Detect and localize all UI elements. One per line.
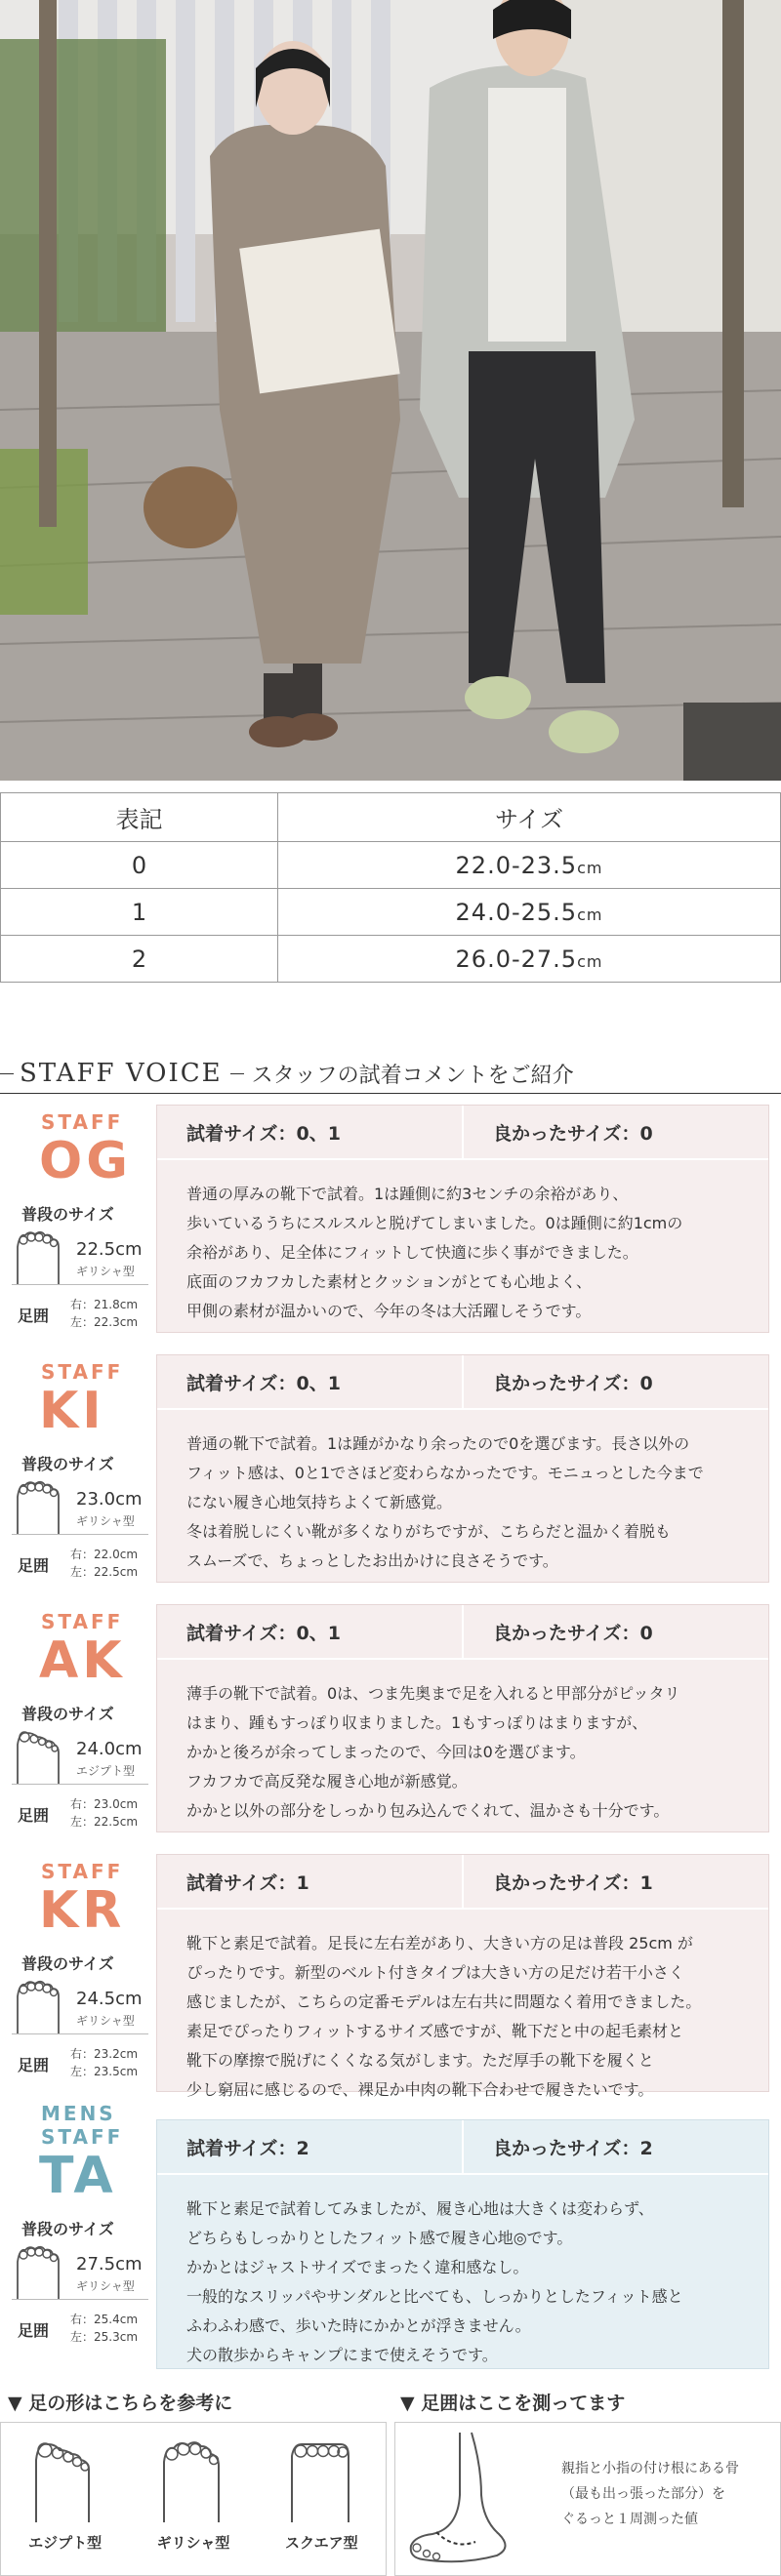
girth-left: 左：25.3cm	[70, 2330, 139, 2344]
measure-description: 親指と小指の付け根にある骨 （最も出っ張った部分）を ぐるっと１周測った値	[561, 2461, 739, 2527]
header-divider	[0, 1093, 781, 1094]
girth-left: 左：22.3cm	[70, 1315, 139, 1329]
measure-panel	[394, 2422, 781, 2576]
comment-box	[156, 1854, 769, 2099]
table-row	[1, 889, 781, 936]
profile-divider	[12, 1284, 148, 1285]
tried-size: 試着サイズ：0、1	[157, 1355, 464, 1408]
usual-size-value: 23.0cm	[76, 1489, 143, 1509]
foot-type: ギリシャ型	[76, 1265, 135, 1278]
table-cell-size	[278, 936, 781, 983]
header-dash	[0, 1073, 14, 1074]
usual-size-value: 24.5cm	[76, 1989, 143, 2009]
table-cell-label: 2	[1, 936, 278, 983]
profile-divider	[12, 2299, 148, 2300]
table-header-size: サイズ	[278, 793, 781, 842]
staff-initials: KR	[39, 1881, 126, 1940]
size-summary-row	[157, 1106, 768, 1160]
staff-comment: 靴下と素足で試着してみましたが、履き心地は大きくは変わらず、 どちらもしっかりとしたフィット感で履き心地◎です。 かかとはジャストサイズでまったく違和感なし。 一般的なスリッパやサンダルと比べても、しっかりとしたフィット感と ふわふわ感で、歩いた時にかかとが浮きません。 犬の散歩からキャンプにまで使えそうです。	[186, 2199, 683, 2364]
foot-type-label: エジプト型	[28, 2534, 103, 2552]
tried-size: 試着サイズ：0、1	[157, 1605, 464, 1658]
girth-right: 右：23.0cm	[70, 1797, 139, 1811]
staff-initials: AK	[39, 1631, 126, 1690]
staff-initials: KI	[39, 1382, 105, 1440]
girth-label: 足囲	[18, 2321, 50, 2340]
greek-foot-icon	[12, 1477, 70, 1536]
staff-profile	[12, 1604, 148, 1829]
greek-foot-icon	[12, 2242, 70, 2301]
staff-label: STAFF	[41, 1360, 124, 1384]
good-size: 良かったサイズ：0	[493, 1372, 653, 1394]
staff-initials: OG	[39, 1132, 132, 1190]
foot-shape-title: ▼ 足の形はこちらを参考に	[8, 2393, 233, 2414]
girth-label: 足囲	[18, 2056, 50, 2074]
foot-type-label: ギリシャ型	[156, 2534, 230, 2552]
staff-profile	[12, 1854, 148, 2078]
tried-size: 試着サイズ：1	[157, 1855, 464, 1908]
girth-right: 右：21.8cm	[70, 1298, 139, 1311]
staff-voice-subtitle: スタッフの試着コメントをご紹介	[251, 1063, 574, 1088]
table-row	[1, 936, 781, 983]
girth-label: 足囲	[18, 1806, 50, 1825]
staff-voice-header	[0, 1052, 781, 1095]
usual-size-label: 普段のサイズ	[21, 1954, 114, 1973]
table-header-row	[1, 793, 781, 842]
foot-shape-panel	[0, 2422, 387, 2576]
square-foot-icon	[282, 2436, 360, 2524]
size-summary-row	[157, 2120, 768, 2175]
girth-left: 左：22.5cm	[70, 1565, 139, 1579]
staff-initials: TA	[39, 2147, 117, 2205]
staff-comment: 靴下と素足で試着。足長に左右差があり、大きい方の足は普段 25cm が ぴったりです。新型のベルト付きタイプは大きい方の足だけ若干小さく 感じましたが、こちらの定番モデルは左右共に問題なく着用できました。 素足でぴったりフィットするサイズ感ですが、靴下だと中の起毛素材と 靴下の摩擦で脱げにくくなる気がします。ただ厚手の靴下を履くと 少し窮屈に感じるので、裸足か中肉の靴下合わせで履きたいです。	[186, 1934, 702, 2099]
comment-box	[156, 1354, 769, 1583]
foot-type-label: スクエア型	[284, 2534, 358, 2552]
good-size: 良かったサイズ：2	[493, 2137, 653, 2159]
table-cell-size	[278, 842, 781, 889]
foot-type: ギリシャ型	[76, 2279, 135, 2293]
size-range: 22.0-23.5	[455, 851, 578, 879]
table-cell-label: 1	[1, 889, 278, 936]
size-summary-row	[157, 1605, 768, 1660]
foot-type: ギリシャ型	[76, 1514, 135, 1528]
girth-left: 左：23.5cm	[70, 2065, 139, 2078]
greek-foot-icon	[12, 1228, 70, 1286]
good-size: 良かったサイズ：0	[493, 1122, 653, 1145]
greek-foot-icon	[154, 2436, 232, 2524]
profile-divider	[12, 1784, 148, 1785]
comment-box	[156, 1105, 769, 1333]
comment-box	[156, 2119, 769, 2369]
staff-profile	[12, 2102, 148, 2344]
girth-label: 足囲	[18, 1556, 50, 1575]
girth-right: 右：22.0cm	[70, 1548, 139, 1561]
profile-divider	[12, 2033, 148, 2034]
foot-type-greek	[140, 2436, 247, 2553]
staff-label: STAFF	[41, 1610, 124, 1633]
usual-size-label: 普段のサイズ	[21, 1455, 114, 1473]
staff-label: STAFF	[41, 1110, 124, 1134]
hero-photo	[0, 0, 781, 781]
staff-profile	[12, 1354, 148, 1579]
table-header-label: 表記	[1, 793, 278, 842]
usual-size-value: 24.0cm	[76, 1739, 143, 1759]
girth-left: 左：22.5cm	[70, 1815, 139, 1829]
tried-size: 試着サイズ：0、1	[157, 1106, 464, 1158]
mens-label: MENS	[41, 2102, 116, 2125]
egyptian-foot-icon	[26, 2436, 104, 2524]
usual-size-label: 普段のサイズ	[21, 1705, 114, 1723]
usual-size-value: 22.5cm	[76, 1239, 143, 1260]
usual-size-label: 普段のサイズ	[21, 1205, 114, 1224]
girth-label: 足囲	[18, 1307, 50, 1325]
measure-title: ▼ 足囲はここを測ってます	[400, 2393, 626, 2414]
foot-type-square	[267, 2436, 375, 2553]
size-unit: cm	[577, 858, 603, 877]
tried-size: 試着サイズ：2	[157, 2120, 464, 2173]
table-cell-size	[278, 889, 781, 936]
staff-comment: 薄手の靴下で試着。0は、つま先奥まで足を入れると甲部分がピッタリ はまり、踵もすっぽり収まりました。1もすっぽりはまりますが、 かかと後ろが余ってしまったので、今回は0を選びます。 フカフカで高反発な履き心地が新感覚。 かかと以外の部分をしっかり包み込んでくれて、温かさも十分です。	[186, 1684, 680, 1820]
size-summary-row	[157, 1355, 768, 1410]
usual-size-value: 27.5cm	[76, 2254, 143, 2274]
size-range: 26.0-27.5	[455, 945, 578, 973]
size-unit: cm	[577, 951, 603, 971]
comment-box	[156, 1604, 769, 1832]
foot-type: エジプト型	[76, 1764, 136, 1778]
staff-voice-title: STAFF VOICE	[20, 1059, 223, 1088]
size-table	[0, 792, 781, 983]
foot-type-egyptian	[12, 2436, 119, 2553]
greek-foot-icon	[12, 1977, 70, 2035]
foot-type-list	[1, 2423, 386, 2553]
size-range: 24.0-25.5	[455, 898, 578, 926]
good-size: 良かったサイズ：0	[493, 1622, 653, 1644]
staff-label: STAFF	[41, 1860, 124, 1883]
staff-comment: 普通の靴下で試着。1は踵がかなり余ったので0を選びます。長さ以外の フィット感は、0と1でさほど変わらなかったです。モニュっとした今まで にない履き心地気持ちよくて新感覚。 冬は着脱しにくい靴が多くなりがちですが、こちらだと温かく着脱も スムーズで、ちょっとしたお出かけに良さそうです。	[186, 1434, 704, 1570]
staff-profile	[12, 1105, 148, 1329]
size-summary-row	[157, 1855, 768, 1910]
good-size: 良かったサイズ：1	[493, 1872, 653, 1894]
size-unit: cm	[577, 905, 603, 924]
staff-comment: 普通の厚みの靴下で試着。1は踵側に約3センチの余裕があり、 歩いているうちにスルスルと脱げてしまいました。0は踵側に約1cmの 余裕があり、足全体にフィットして快適に歩く事ができました。 底面のフカフカした素材とクッションがとても心地よく、 甲側の素材が温かいので、今年の冬は大活躍しそうです。	[186, 1185, 683, 1320]
header-dash	[230, 1073, 244, 1074]
table-row	[1, 842, 781, 889]
staff-label: STAFF	[41, 2125, 124, 2149]
foot-girth-icon	[403, 2427, 559, 2573]
foot-type: ギリシャ型	[76, 2014, 135, 2028]
table-cell-label: 0	[1, 842, 278, 889]
girth-right: 右：25.4cm	[70, 2313, 139, 2326]
girth-right: 右：23.2cm	[70, 2047, 139, 2061]
egyptian-foot-icon	[12, 1727, 70, 1786]
usual-size-label: 普段のサイズ	[21, 2220, 114, 2238]
profile-divider	[12, 1534, 148, 1535]
